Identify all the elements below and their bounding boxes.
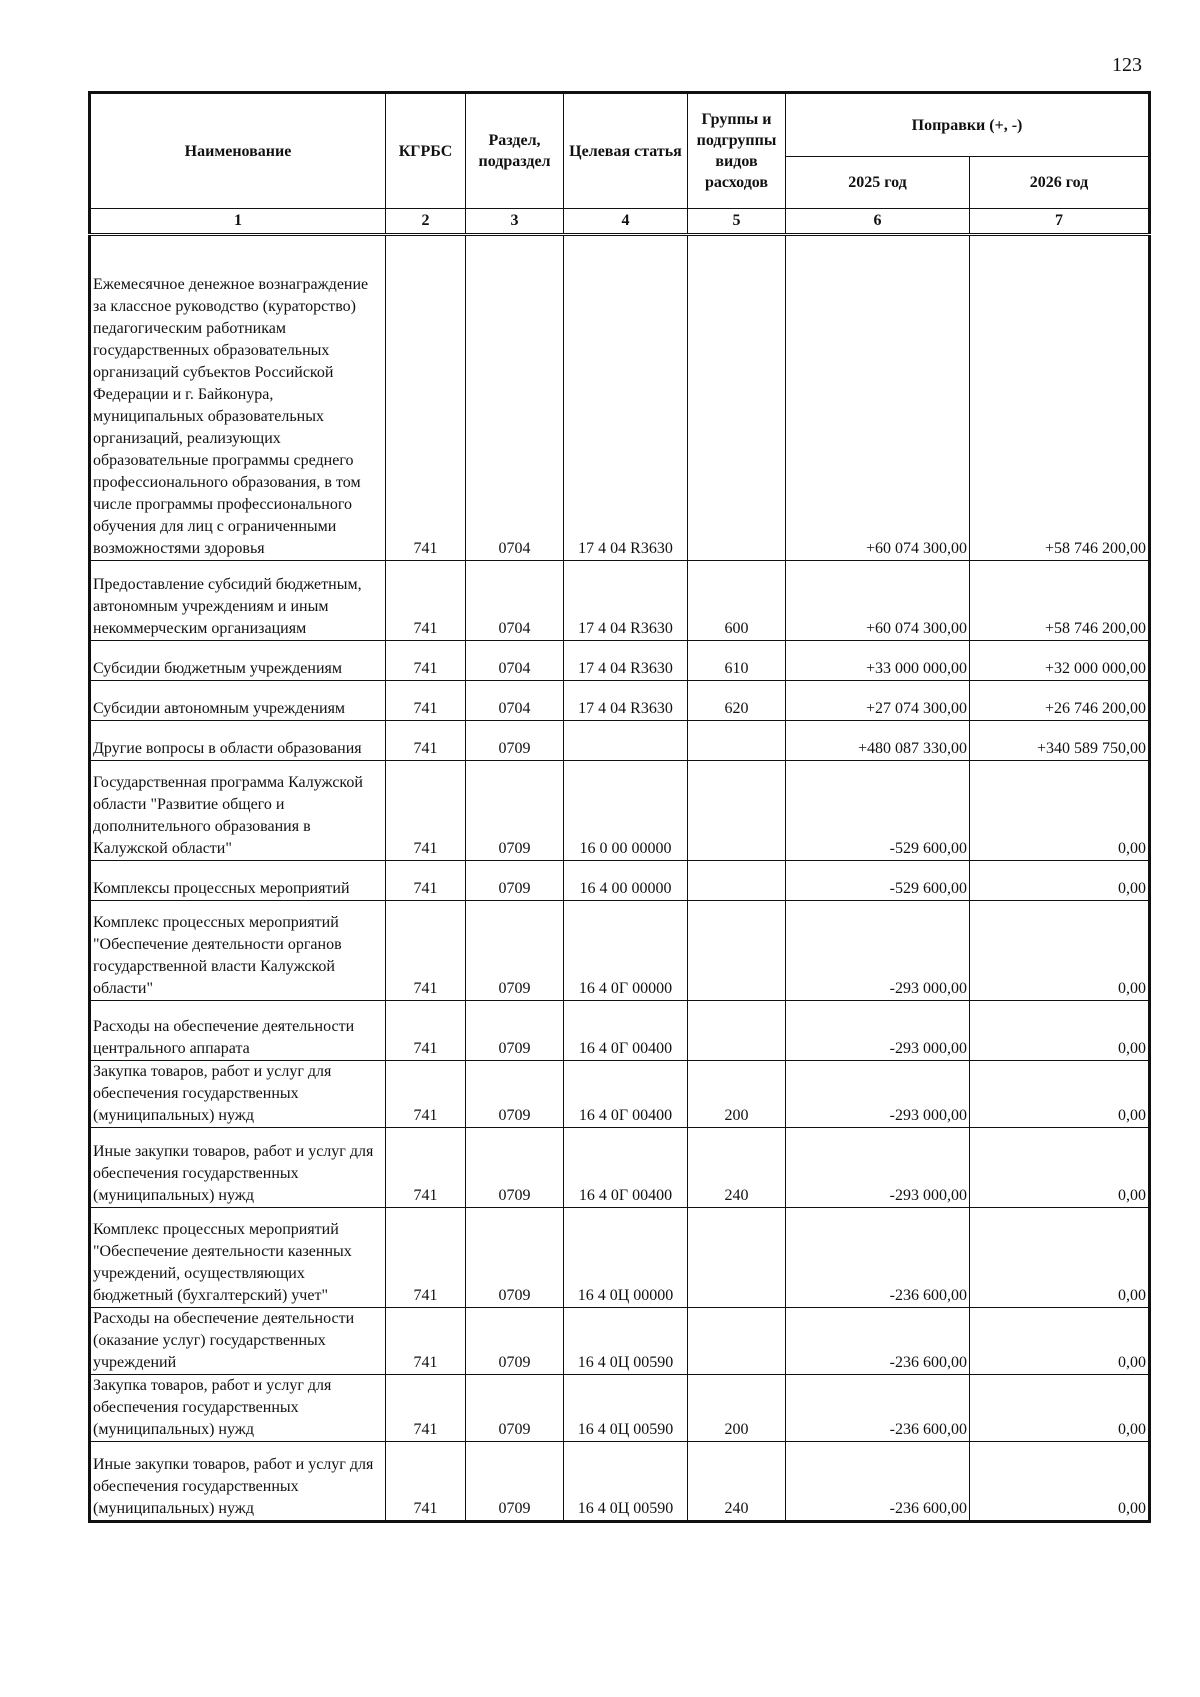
row-target: 16 4 0Ц 00000 [564, 1208, 688, 1308]
row-group: 620 [688, 681, 786, 721]
row-target: 16 4 0Ц 00590 [564, 1442, 688, 1522]
row-section: 0704 [466, 681, 564, 721]
table-row [90, 1001, 1150, 1061]
table-row [90, 761, 1150, 861]
table-row [90, 235, 1150, 561]
row-target: 16 4 0Г 00000 [564, 901, 688, 1001]
row-amount-2026: +340 589 750,00 [970, 721, 1150, 761]
row-section: 0709 [466, 1208, 564, 1308]
page-number: 123 [1112, 54, 1142, 76]
row-target: 17 4 04 R3630 [564, 235, 688, 561]
row-group [688, 901, 786, 1001]
row-target: 16 4 0Г 00400 [564, 1061, 688, 1128]
column-number-1: 1 [90, 209, 386, 235]
row-kgrbs: 741 [386, 1375, 466, 1442]
table-row [90, 861, 1150, 901]
row-target [564, 721, 688, 761]
budget-amendments-table [88, 91, 1151, 1523]
row-group [688, 1208, 786, 1308]
row-section: 0709 [466, 1308, 564, 1375]
row-group [688, 761, 786, 861]
column-number-4: 4 [564, 209, 688, 235]
header-groups: Группы и подгруппы видов расходов [688, 93, 786, 209]
row-group [688, 1001, 786, 1061]
row-group [688, 721, 786, 761]
row-kgrbs: 741 [386, 561, 466, 641]
header-year-2025: 2025 год [786, 157, 970, 209]
table-row [90, 681, 1150, 721]
row-name: Закупка товаров, работ и услуг для обеспечения государственных (муниципальных) нужд [90, 1375, 386, 1442]
row-amount-2026: 0,00 [970, 901, 1150, 1001]
row-name: Расходы на обеспечение деятельности центрального аппарата [90, 1001, 386, 1061]
row-kgrbs: 741 [386, 1001, 466, 1061]
row-amount-2025: +60 074 300,00 [786, 235, 970, 561]
row-section: 0709 [466, 1375, 564, 1442]
column-number-2: 2 [386, 209, 466, 235]
row-section: 0709 [466, 1442, 564, 1522]
row-amount-2026: +26 746 200,00 [970, 681, 1150, 721]
row-section: 0709 [466, 861, 564, 901]
header-target: Целевая статья [564, 93, 688, 209]
row-amount-2025: +480 087 330,00 [786, 721, 970, 761]
row-kgrbs: 741 [386, 861, 466, 901]
table-row [90, 1375, 1150, 1442]
table-row [90, 1442, 1150, 1522]
row-section: 0704 [466, 235, 564, 561]
row-amount-2025: -529 600,00 [786, 761, 970, 861]
table-row [90, 1061, 1150, 1128]
row-target: 16 4 0Г 00400 [564, 1001, 688, 1061]
row-kgrbs: 741 [386, 1128, 466, 1208]
column-number-5: 5 [688, 209, 786, 235]
row-section: 0709 [466, 901, 564, 1001]
row-amount-2026: 0,00 [970, 1001, 1150, 1061]
row-amount-2026: 0,00 [970, 861, 1150, 901]
row-target: 17 4 04 R3630 [564, 681, 688, 721]
row-amount-2025: -236 600,00 [786, 1442, 970, 1522]
row-name: Субсидии бюджетным учреждениям [90, 641, 386, 681]
row-name: Комплексы процессных мероприятий [90, 861, 386, 901]
row-amount-2025: -236 600,00 [786, 1375, 970, 1442]
header-year-2026: 2026 год [970, 157, 1150, 209]
row-name: Иные закупки товаров, работ и услуг для обеспечения государственных (муниципальных) нужд [90, 1442, 386, 1522]
column-number-6: 6 [786, 209, 970, 235]
row-amount-2026: +32 000 000,00 [970, 641, 1150, 681]
row-amount-2026: 0,00 [970, 1442, 1150, 1522]
row-kgrbs: 741 [386, 901, 466, 1001]
row-kgrbs: 741 [386, 641, 466, 681]
row-group: 200 [688, 1061, 786, 1128]
row-group: 610 [688, 641, 786, 681]
row-amount-2025: -293 000,00 [786, 901, 970, 1001]
row-name: Комплекс процессных мероприятий "Обеспечение деятельности органов государственной власти Калужской области" [90, 901, 386, 1001]
header-name: Наименование [90, 93, 386, 209]
row-name: Государственная программа Калужской области "Развитие общего и дополнительного образования в Калужской области" [90, 761, 386, 861]
row-amount-2026: 0,00 [970, 1128, 1150, 1208]
row-amount-2025: -529 600,00 [786, 861, 970, 901]
row-target: 16 4 0Ц 00590 [564, 1375, 688, 1442]
row-name: Другие вопросы в области образования [90, 721, 386, 761]
table-row [90, 561, 1150, 641]
row-kgrbs: 741 [386, 1208, 466, 1308]
row-amount-2025: +27 074 300,00 [786, 681, 970, 721]
table-row [90, 1128, 1150, 1208]
row-amount-2026: 0,00 [970, 1061, 1150, 1128]
row-amount-2026: 0,00 [970, 1208, 1150, 1308]
row-group [688, 1308, 786, 1375]
row-amount-2025: -236 600,00 [786, 1308, 970, 1375]
row-kgrbs: 741 [386, 1061, 466, 1128]
row-amount-2025: +33 000 000,00 [786, 641, 970, 681]
row-target: 17 4 04 R3630 [564, 641, 688, 681]
row-kgrbs: 741 [386, 761, 466, 861]
row-amount-2026: 0,00 [970, 761, 1150, 861]
row-section: 0709 [466, 721, 564, 761]
row-section: 0709 [466, 1128, 564, 1208]
row-name: Субсидии автономным учреждениям [90, 681, 386, 721]
row-name: Иные закупки товаров, работ и услуг для обеспечения государственных (муниципальных) нужд [90, 1128, 386, 1208]
row-target: 16 4 0Г 00400 [564, 1128, 688, 1208]
row-name: Предоставление субсидий бюджетным, автономным учреждениям и иным некоммерческим организациям [90, 561, 386, 641]
row-section: 0709 [466, 1001, 564, 1061]
table-row [90, 1308, 1150, 1375]
row-name: Закупка товаров, работ и услуг для обеспечения государственных (муниципальных) нужд [90, 1061, 386, 1128]
row-kgrbs: 741 [386, 235, 466, 561]
row-amount-2025: -236 600,00 [786, 1208, 970, 1308]
row-amount-2026: +58 746 200,00 [970, 235, 1150, 561]
row-amount-2026: 0,00 [970, 1308, 1150, 1375]
table-row [90, 721, 1150, 761]
row-amount-2026: +58 746 200,00 [970, 561, 1150, 641]
row-name: Комплекс процессных мероприятий "Обеспечение деятельности казенных учреждений, осуществляющих бюджетный (бухгалтерский) учет" [90, 1208, 386, 1308]
row-section: 0709 [466, 1061, 564, 1128]
row-amount-2025: +60 074 300,00 [786, 561, 970, 641]
table-body [90, 235, 1150, 1522]
row-amount-2025: -293 000,00 [786, 1061, 970, 1128]
row-amount-2025: -293 000,00 [786, 1001, 970, 1061]
table-row [90, 641, 1150, 681]
row-kgrbs: 741 [386, 1308, 466, 1375]
column-number-3: 3 [466, 209, 564, 235]
header-amendments: Поправки (+, -) [786, 93, 1150, 157]
header-kgrbs: КГРБС [386, 93, 466, 209]
row-group: 240 [688, 1442, 786, 1522]
row-kgrbs: 741 [386, 1442, 466, 1522]
row-group [688, 235, 786, 561]
row-name: Ежемесячное денежное вознаграждение за классное руководство (кураторство) педагогическим работникам государственных образовательных организаций субъектов Российской Федерации и г. Байконура, муниципальных образовательных организаций, реализующих образовательные программы среднего профессионального образования, в том числе программы профессионального обучения для лиц с ограниченными возможностями здоровья [90, 235, 386, 561]
row-section: 0709 [466, 761, 564, 861]
table-row [90, 901, 1150, 1001]
row-kgrbs: 741 [386, 721, 466, 761]
header-section: Раздел, подраздел [466, 93, 564, 209]
row-group: 600 [688, 561, 786, 641]
row-kgrbs: 741 [386, 681, 466, 721]
row-section: 0704 [466, 641, 564, 681]
row-amount-2026: 0,00 [970, 1375, 1150, 1442]
row-group [688, 861, 786, 901]
column-number-7: 7 [970, 209, 1150, 235]
column-numbers-row [90, 209, 1150, 235]
row-target: 16 0 00 00000 [564, 761, 688, 861]
row-target: 16 4 0Ц 00590 [564, 1308, 688, 1375]
row-section: 0704 [466, 561, 564, 641]
table-row [90, 1208, 1150, 1308]
row-name: Расходы на обеспечение деятельности (оказание услуг) государственных учреждений [90, 1308, 386, 1375]
row-group: 240 [688, 1128, 786, 1208]
row-target: 16 4 00 00000 [564, 861, 688, 901]
row-amount-2025: -293 000,00 [786, 1128, 970, 1208]
row-group: 200 [688, 1375, 786, 1442]
row-target: 17 4 04 R3630 [564, 561, 688, 641]
